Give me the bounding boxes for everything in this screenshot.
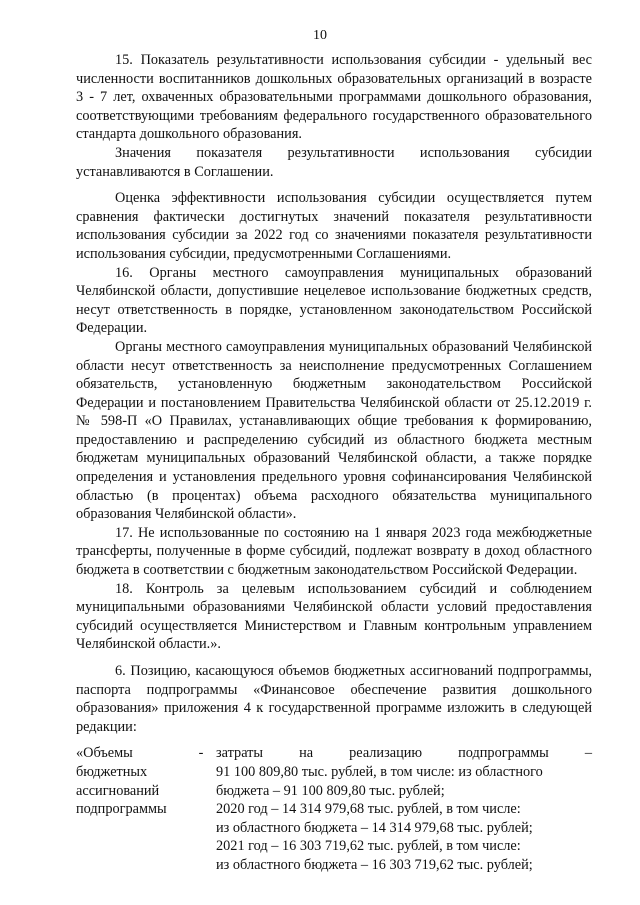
paragraph-17: 17. Не использованные по состоянию на 1 января 2023 года межбюджетные трансферты, полученные в форме субсидий, подлежат возврату в доход областного бюджета в соответствии с бюджетным законодательством Российской Федерации. <box>76 524 592 579</box>
passport-value-line: затраты на реализацию подпрограммы – <box>216 745 592 762</box>
passport-label <box>76 744 186 874</box>
passport-label-line: подпрограммы <box>76 801 167 818</box>
passport-label-line: ассигнований <box>76 782 160 799</box>
paragraph-responsibility: Органы местного самоуправления муниципальных образований Челябинской области несут ответственность за неисполнение предусмотренных Соглашением обязательств, установленную бюджетным законодательством Российской Федерации и постановлением Правительства Челябинской области от 25.12.2019 г. № 598-П «О Правилах, устанавливающих общие требования к формированию, предоставлению и распределению субсидий из областного бюджета местным бюджетам муниципальных образований Челябинской области, а также порядке определения и установления предельного уровня софинансирования Челябинской областью (в процентах) объема расходного обязательства муниципального образования Челябинской области». <box>76 338 592 523</box>
document-body <box>76 51 592 875</box>
page-number: 10 <box>313 28 327 43</box>
passport-budget-table <box>76 744 592 874</box>
passport-dash: - <box>198 745 204 762</box>
paragraph-16: 16. Органы местного самоуправления муниципальных образований Челябинской области, допустившие нецелевое использование бюджетных средств, несут ответственность в порядке, установленном законодательством Российской Федерации. <box>76 264 592 337</box>
passport-value-line: из областного бюджета – 16 303 719,62 тыс. рублей; <box>216 856 533 873</box>
paragraph-6-position: 6. Позицию, касающуюся объемов бюджетных ассигнований подпрограммы, паспорта подпрограммы «Финансовое обеспечение развития дошкольного образования» приложения 4 к государственной программе изложить в следующей редакции: <box>76 663 592 735</box>
passport-value-line: из областного бюджета – 14 314 979,68 тыс. рублей; <box>216 819 533 836</box>
passport-value-line: 2020 год – 14 314 979,68 тыс. рублей, в том числе: <box>216 801 521 818</box>
passport-value-line: бюджета – 91 100 809,80 тыс. рублей; <box>216 782 445 799</box>
passport-value-line: 2021 год – 16 303 719,62 тыс. рублей, в том числе: <box>216 838 521 855</box>
paragraph-18: 18. Контроль за целевым использованием субсидий и соблюдением муниципальными образованиями Челябинской области условий предоставления субсидий осуществляется Министерством и Главным контрольным управлением Челябинской области.». <box>76 580 592 653</box>
paragraph-15: 15. Показатель результативности использования субсидии - удельный вес численности воспитанников дошкольных образовательных организаций в возрасте 3 - 7 лет, охваченных образовательными программами дошкольного образования, соответствующими требованиям федерального государственного образовательного стандарта дошкольного образования. <box>76 52 592 143</box>
passport-values <box>216 744 592 874</box>
passport-value-line: 91 100 809,80 тыс. рублей, в том числе: из областного <box>216 763 543 780</box>
passport-label-line: бюджетных <box>76 763 148 780</box>
paragraph-efficiency-assessment: Оценка эффективности использования субсидии осуществляется путем сравнения фактически достигнутых значений показателя результативности использования субсидии за 2022 год со значениями показателя результативности использования субсидии, предусмотренными Соглашениями. <box>76 190 592 262</box>
passport-label-line: «Объемы <box>76 745 133 762</box>
paragraph-values-in-agreement: Значения показателя результативности использования субсидии устанавливаются в Соглашении. <box>76 144 592 180</box>
